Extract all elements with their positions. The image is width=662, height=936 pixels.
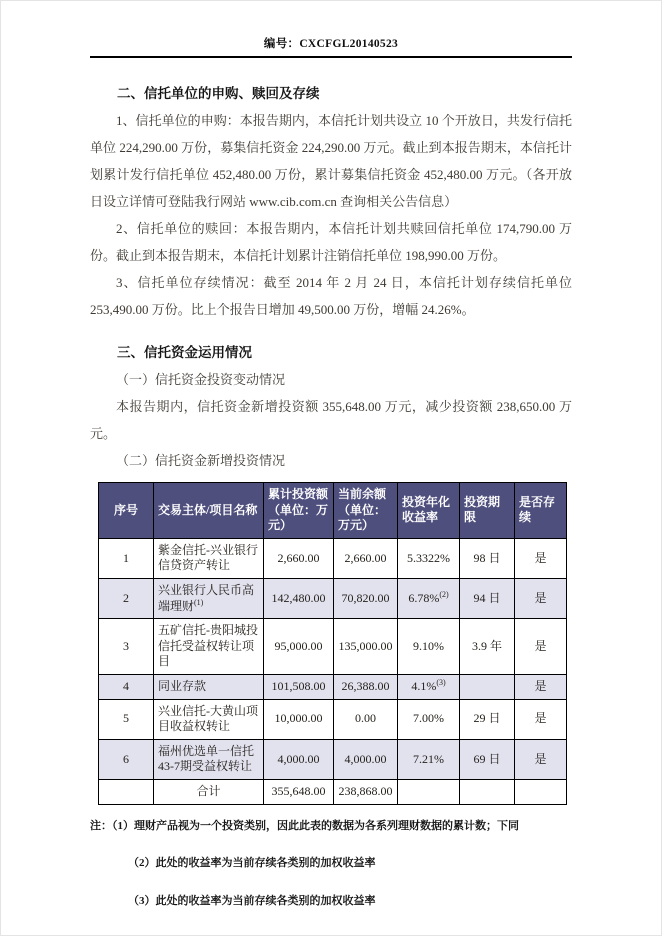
table-cell: 同业存款 xyxy=(154,674,264,699)
table-cell: 7.00% xyxy=(398,699,460,739)
footnote-superscript: (2) xyxy=(439,589,449,599)
table-cell: 是 xyxy=(515,739,567,779)
table-cell: 4,000.00 xyxy=(334,739,398,779)
table-header-cell: 累计投资额（单位：万元） xyxy=(264,483,334,539)
table-cell: 135,000.00 xyxy=(334,619,398,675)
table-cell: 70,820.00 xyxy=(334,578,398,618)
table-row xyxy=(99,699,567,739)
section-2-paragraph-2: 2、信托单位的赎回：本报告期内，本信托计划共赎回信托单位 174,790.00 万份。截止到本报告期末，本信托计划累计注销信托单位 198,990.00 万份。 xyxy=(90,221,572,263)
table-cell: 是 xyxy=(515,674,567,699)
section-3-sub-1-paragraph: 本报告期内，信托资金新增投资额 355,648.00 万元，减少投资额 238,650.00 万元。 xyxy=(90,399,572,441)
table-cell xyxy=(460,674,515,699)
table-cell: 3.9 年 xyxy=(460,619,515,675)
footnote-superscript: (1) xyxy=(194,597,204,607)
footnote-superscript: (3) xyxy=(436,677,446,687)
doc-number: 编号：CXCFGL20140523 xyxy=(90,35,572,58)
table-cell: 7.21% xyxy=(398,739,460,779)
table-cell: 合计 xyxy=(154,779,264,804)
section-2-heading: 二、信托单位的申购、赎回及存续 xyxy=(117,86,320,101)
table-cell: 五矿信托-贵阳城投信托受益权转让项目 xyxy=(154,619,264,675)
table-cell: 26,388.00 xyxy=(334,674,398,699)
table-cell: 94 日 xyxy=(460,578,515,618)
note-2: （2）此处的收益率为当前存续各类别的加权收益率 xyxy=(128,857,376,870)
table-header-cell: 序号 xyxy=(99,483,154,539)
table-cell: 6.78%$^{(2)}$ xyxy=(398,578,460,618)
table-cell: 238,868.00 xyxy=(334,779,398,804)
table-cell: 4.1%$^{(3)}$ xyxy=(398,674,460,699)
table-cell xyxy=(460,779,515,804)
table-cell xyxy=(515,779,567,804)
table-cell: 4 xyxy=(99,674,154,699)
section-3-heading: 三、信托资金运用情况 xyxy=(117,345,252,360)
table-cell: 3 xyxy=(99,619,154,675)
note-1: 注：（1）理财产品视为一个投资类别，因此此表的数据为各系列理财数据的累计数；下同 xyxy=(90,819,519,832)
table-cell: 福州优选单一信托43-7期受益权转让 xyxy=(154,739,264,779)
table-row xyxy=(99,674,567,699)
table-cell: 10,000.00 xyxy=(264,699,334,739)
table-header-cell: 投资期限 xyxy=(460,483,515,539)
table-cell: 是 xyxy=(515,619,567,675)
table-cell xyxy=(398,779,460,804)
table-cell: 2 xyxy=(99,578,154,618)
table-cell: 兴业信托-大黄山项目收益权转让 xyxy=(154,699,264,739)
table-row xyxy=(99,739,567,779)
notes-block xyxy=(90,819,572,910)
section-2-paragraph-1: 1、信托单位的申购：本报告期内，本信托计划共设立 10 个开放日，共发行信托单位 224,290.00 万份，募集信托资金 224,290.00 万元。截止到本报告期末，本信托计划累计发行信托单位 452,480.00 万份，累计募集信托资金 452,480.00 万元。（各开放日设立详情可登陆我行网站 www.cib.com.cn 查询相关公告信息） xyxy=(90,113,572,209)
table-cell: 是 xyxy=(515,578,567,618)
table-cell: 142,480.00 xyxy=(264,578,334,618)
investment-table xyxy=(98,482,567,805)
table-cell: 98 日 xyxy=(460,538,515,578)
table-cell: 9.10% xyxy=(398,619,460,675)
table-cell: 0.00 xyxy=(334,699,398,739)
table-cell: 69 日 xyxy=(460,739,515,779)
table-cell: 1 xyxy=(99,538,154,578)
table-cell: 2,660.00 xyxy=(334,538,398,578)
table-cell: 是 xyxy=(515,538,567,578)
table-cell: 5 xyxy=(99,699,154,739)
investment-table-head-row xyxy=(99,483,567,539)
table-cell: 紫金信托-兴业银行信贷资产转让 xyxy=(154,538,264,578)
investment-table-body xyxy=(99,538,567,804)
table-row xyxy=(99,578,567,618)
document-content xyxy=(90,80,572,909)
section-3-sub-1-heading: （一）信托资金投资变动情况 xyxy=(116,372,286,387)
table-cell: 29 日 xyxy=(460,699,515,739)
table-header-cell: 当前余额（单位：万元） xyxy=(334,483,398,539)
table-cell: 5.3322% xyxy=(398,538,460,578)
section-2-paragraph-3: 3、信托单位存续情况：截至 2014 年 2 月 24 日，本信托计划存续信托单位 253,490.00 万份。比上个报告日增加 49,500.00 万份，增幅 24.26%。 xyxy=(90,275,572,317)
table-cell xyxy=(99,779,154,804)
table-cell: 101,508.00 xyxy=(264,674,334,699)
table-row xyxy=(99,619,567,675)
table-header-cell: 是否存续 xyxy=(515,483,567,539)
section-3-sub-2-heading: （二）信托资金新增投资情况 xyxy=(116,453,286,468)
table-total-row xyxy=(99,779,567,804)
table-cell: 4,000.00 xyxy=(264,739,334,779)
table-cell: 355,648.00 xyxy=(264,779,334,804)
table-cell: 是 xyxy=(515,699,567,739)
table-row xyxy=(99,538,567,578)
table-header-cell: 交易主体/项目名称 xyxy=(154,483,264,539)
table-cell: 兴业银行人民币高端理财$^{(1)}$ xyxy=(154,578,264,618)
table-header-cell: 投资年化收益率 xyxy=(398,483,460,539)
table-cell: 95,000.00 xyxy=(264,619,334,675)
doc-header xyxy=(90,35,572,58)
table-cell: 2,660.00 xyxy=(264,538,334,578)
note-3: （3）此处的收益率为当前存续各类别的加权收益率 xyxy=(128,895,376,908)
table-cell: 6 xyxy=(99,739,154,779)
